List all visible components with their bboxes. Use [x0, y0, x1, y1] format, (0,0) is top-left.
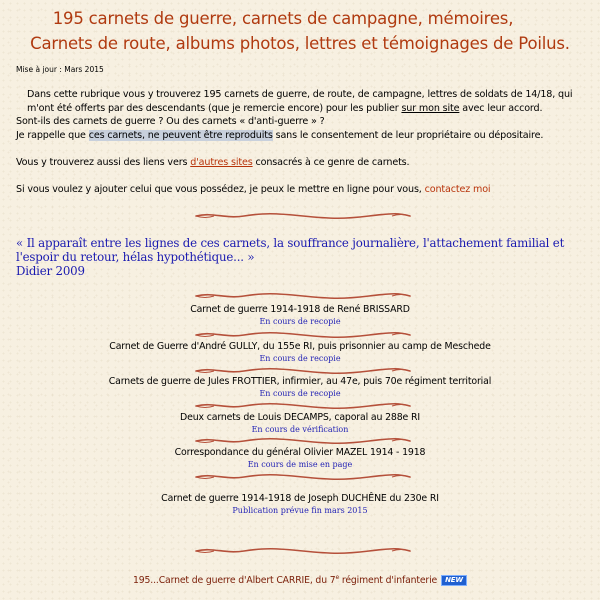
carnet-status: En cours de vérification	[251, 425, 349, 434]
carnet-title[interactable]: Correspondance du général Olivier MAZEL 1914 - 1918	[174, 447, 426, 458]
carnet-entry[interactable]	[0, 376, 600, 399]
carnet-title[interactable]: Carnet de Guerre d'André GULLY, du 155e RI, puis prisonnier au camp de Meschede	[109, 341, 491, 352]
divider-flourish	[194, 472, 412, 482]
carnet-entry[interactable]	[0, 304, 600, 327]
latest-carnet-link[interactable]: 195...Carnet de guerre d'Albert CARRIE, du 7e régiment d'infanterie NEW	[0, 574, 600, 586]
contact-link[interactable]: contactez moi	[424, 183, 491, 195]
carnet-status: En cours de recopie	[259, 317, 341, 326]
divider-flourish	[194, 366, 412, 376]
intro-paragraph-5: Si vous voulez y ajouter celui que vous possédez, je peux le mettre en ligne pour vous, contactez moi	[16, 183, 491, 195]
other-sites-link[interactable]: d'autres sites	[190, 156, 253, 168]
divider-flourish	[194, 436, 412, 446]
carnet-status: En cours de recopie	[259, 389, 341, 398]
carnet-entry[interactable]	[0, 447, 600, 470]
intro-paragraph-1: Dans cette rubrique vous y trouverez 195 carnets de guerre, de route, de campagne, lettres de soldats de 14/18, qui m'ont été offerts par des descendants (que je remercie encore) pour les publier sur mon site avec leur accord.	[27, 89, 573, 114]
carnet-status: Publication prévue fin mars 2015	[232, 506, 368, 515]
quote-author: Didier 2009	[16, 264, 85, 278]
carnet-status: En cours de mise en page	[247, 460, 353, 469]
my-site-link[interactable]: sur mon site	[401, 102, 460, 114]
carnet-entry[interactable]	[0, 341, 600, 364]
carnet-title[interactable]: Carnet de guerre 1914-1918 de Joseph DUCHÊNE du 230e RI	[161, 493, 439, 504]
carnet-entry[interactable]	[0, 412, 600, 435]
highlighted-text: ces carnets, ne peuvent être reproduits	[88, 129, 273, 141]
intro-paragraph-4: Vous y trouverez aussi des liens vers d'autres sites consacrés à ce genre de carnets.	[16, 156, 410, 168]
update-date: Mise à jour : Mars 2015	[16, 65, 104, 74]
page-title	[0, 6, 600, 56]
quote-block	[16, 236, 594, 278]
divider-flourish	[194, 546, 412, 556]
carnet-title[interactable]: Carnets de guerre de Jules FROTTIER, infirmier, au 47e, puis 70e régiment territorial	[108, 376, 492, 387]
new-badge: NEW	[441, 575, 467, 586]
divider-flourish	[194, 211, 412, 221]
carnet-entry[interactable]	[0, 493, 600, 516]
divider-flourish	[194, 401, 412, 411]
title-line-2: Carnets de route, albums photos, lettres et témoignages de Poilus.	[30, 34, 570, 53]
title-line-1: 195 carnets de guerre, carnets de campagne, mémoires,	[52, 9, 514, 28]
intro-paragraph-2: Sont-ils des carnets de guerre ? Ou des carnets « d'anti-guerre » ?	[16, 116, 325, 127]
carnet-title[interactable]: Carnet de guerre 1914-1918 de René BRISSARD	[190, 304, 410, 315]
intro-text	[16, 88, 594, 196]
carnet-status: En cours de recopie	[259, 354, 341, 363]
intro-paragraph-3: Je rappelle que ces carnets, ne peuvent être reproduits sans le consentement de leur propriétaire ou dépositaire.	[16, 129, 544, 141]
divider-flourish	[194, 330, 412, 340]
carnet-title[interactable]: Deux carnets de Louis DECAMPS, caporal au 288e RI	[180, 412, 420, 423]
divider-flourish	[194, 291, 412, 301]
quote-text: « Il apparaît entre les lignes de ces carnets, la souffrance journalière, l'attachement familial et l'espoir du retour, hélas hypothétique... »	[16, 236, 565, 264]
